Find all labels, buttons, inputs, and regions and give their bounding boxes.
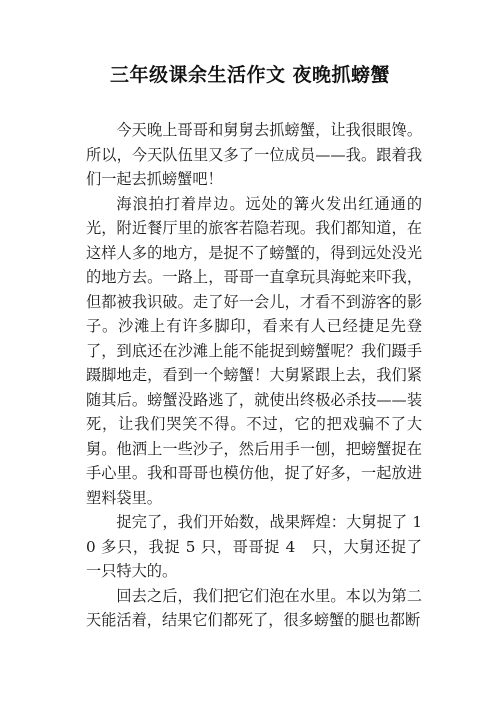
paragraph-2: 海浪拍打着岸边。远处的篝火发出红通通的光，附近餐厅里的旅客若隐若现。我们都知道，在这样人多的地方，是捉不了螃蟹的，得到远处没光的地方去。一路上，哥哥一直拿玩具海蛇来吓我，但都被我识破。走了好一会儿，才看不到游客的影子。沙滩上有许多脚印，看来有人已经捷足先登了，到底还在沙滩上能不能捉到螃蟹呢？我们蹑手蹑脚地走，看到一个螃蟹！大舅紧跟上去，我们紧随其后。螃蟹没路逃了，就使出终极必杀技——装死，让我们哭笑不得。不过，它的把戏骗不了大舅。他洒上一些沙子，然后用手一刨，把螃蟹捉在手心里。我和哥哥也模仿他，捉了好多，一起放进塑料袋里。 [86,194,422,507]
document-body [86,118,422,633]
document-title: 三年级课余生活作文 夜晚抓螃蟹 [109,64,391,86]
paragraph-3: 捉完了，我们开始数，战果辉煌：大舅捉了 10 多只，我捉 5 只，哥哥捉 4 只，大舅还捉了一只特大的。 [86,513,422,580]
paragraph-1: 今天晚上哥哥和舅舅去抓螃蟹，让我很眼馋。所以，今天队伍里又多了一位成员——我。跟着我们一起去抓螃蟹吧！ [86,121,422,188]
paragraph-4: 回去之后，我们把它们泡在水里。本以为第二天能活着，结果它们都死了，很多螃蟹的腿也都断 [86,586,422,629]
